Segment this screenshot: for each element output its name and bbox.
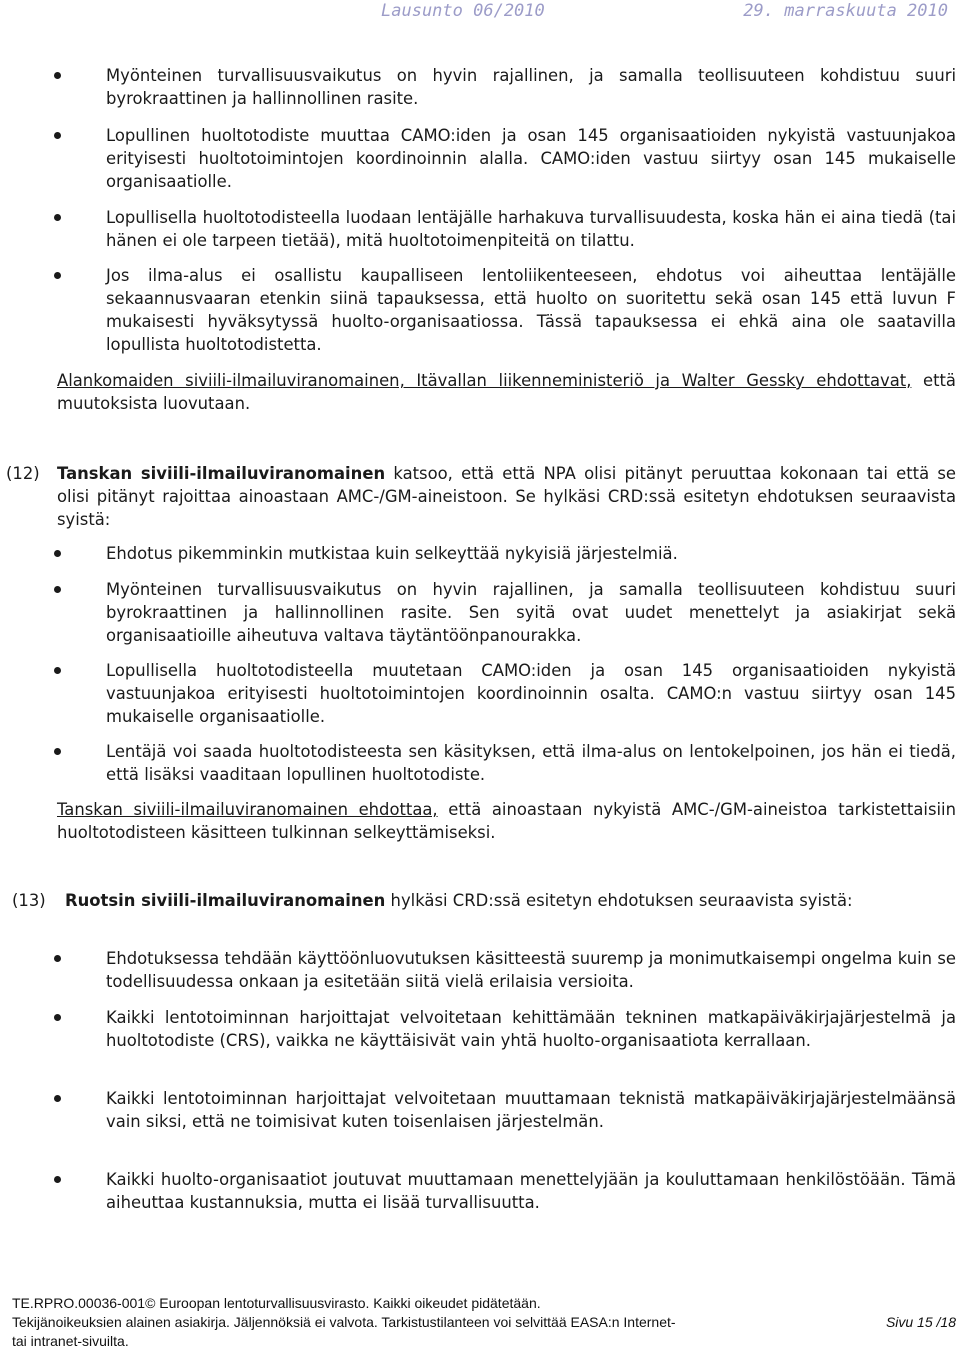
bullet-icon: [54, 955, 61, 962]
conclusion-authorities: Alankomaiden siviili-ilmailuviranomainen, Itävallan liikenneministeriö ja Walter Gessky ehdottavat,: [57, 371, 912, 390]
intro-text: hylkäsi CRD:ssä esitetyn ehdotuksen seuraavista syistä:: [385, 891, 853, 910]
list-item-text: Kaikki huolto-organisaatiot joutuvat muuttamaan menettelyjään ja kouluttamaan henkilöstöään. Tämä aiheuttaa kustannuksia, mutta ei lisää turvallisuutta.: [106, 1170, 956, 1212]
header-date: 29. marraskuuta 2010: [743, 1, 948, 21]
conclusion-text: että muutoksista luovutaan.: [57, 371, 956, 413]
list-item-text: Kaikki lentotoiminnan harjoittajat velvoitetaan muuttamaan teknistä matkapäiväkirjajärjestelmäänsä vain siksi, että ne toimisivat kuten toisenlaisen järjestelmän.: [106, 1089, 956, 1131]
conclusion-text: että ainoastaan nykyistä AMC-/GM-aineistoa tarkistettaisiin huoltotodisteen käsitteen tulkinnan selkeyttämiseksi.: [57, 800, 956, 842]
bullet-icon: [54, 550, 61, 557]
list-item-text: Lentäjä voi saada huoltotodisteesta sen käsityksen, että ilma-alus on lentokelpoinen, jos hän ei tiedä, että lisäksi vaaditaan lopullinen huoltotodiste.: [106, 742, 956, 784]
bullet-icon: [54, 272, 61, 279]
bullet-icon: [54, 132, 61, 139]
list-item-text: Myönteinen turvallisuusvaikutus on hyvin rajallinen, ja samalla teollisuuteen kohdistuu suuri byrokraattinen ja hallinnollinen rasite. Sen syitä ovat uudet menettelyt ja asiakirjat sekä organisaatioille aiheutuva valtava täytäntöönpanourakka.: [106, 580, 956, 645]
page-header: [0, 0, 960, 22]
bullet-icon: [54, 1176, 61, 1183]
bullet-icon: [54, 1095, 61, 1102]
section-intro: [65, 889, 956, 912]
list-item-text: Ehdotuksessa tehdään käyttöönluovutuksen käsitteestä suuremp ja monimutkaisempi ongelma kuin se todellisuudessa onkaan ja esitetään siitä vielä erilaisia versioita.: [106, 949, 956, 991]
footer-copyright: TE.RPRO.00036-001© Euroopan lentoturvallisuusvirasto. Kaikki oikeudet pidätetään.: [12, 1295, 541, 1311]
list-item-text: Ehdotus pikemminkin mutkistaa kuin selkeyttää nykyisiä järjestelmiä.: [106, 544, 678, 563]
list-item-text: Lopullinen huoltotodiste muuttaa CAMO:iden ja osan 145 organisaatioiden nykyistä vastuunjakoa erityisesti huoltotoimintojen koordinoinnin alalla. CAMO:iden vastuu siirtyy osan 145 mukaiselle organisaatiolle.: [106, 126, 956, 191]
list-item-text: Lopullisella huoltotodisteella muutetaan CAMO:iden ja osan 145 organisaatioiden nykyistä vastuunjakoa erityisesti huoltotoimintojen koordinoinnin osalta. CAMO:n vastuu siirtyy osan 145 mukaiselle organisaatiolle.: [106, 661, 956, 726]
footer-disclaimer: Tekijänoikeuksien alainen asiakirja. Jäljennöksiä ei valvota. Tarkistustilanteen voi selvittää EASA:n Internet-: [12, 1314, 676, 1330]
intro-text: katsoo, että että NPA olisi pitänyt peruuttaa kokonaan tai että se olisi pitänyt rajoittaa ainoastaan AMC-/GM-aineistoon. Se hylkäsi CRD:ssä esitetyn ehdotuksen seuraavista syistä:: [57, 464, 956, 529]
bullet-icon: [54, 748, 61, 755]
section-number: (13): [12, 891, 46, 910]
authority-name: Ruotsin siviili-ilmailuviranomainen: [65, 891, 386, 910]
bullet-icon: [54, 72, 61, 79]
page-footer: [12, 1294, 960, 1351]
bullet-icon: [54, 667, 61, 674]
bullet-icon: [54, 1014, 61, 1021]
list-item-text: Lopullisella huoltotodisteella luodaan lentäjälle harhakuva turvallisuudesta, koska hän ei aina tiedä (tai hänen ei ole tarpeen tietää), mitä huoltotoimenpiteitä on tilattu.: [106, 208, 956, 250]
conclusion-paragraph: [57, 798, 956, 844]
section-intro: [57, 462, 956, 531]
conclusion-paragraph: [57, 369, 956, 415]
page-number: Sivu 15 /18: [885, 1314, 956, 1330]
bullet-icon: [54, 586, 61, 593]
list-item-text: Myönteinen turvallisuusvaikutus on hyvin rajallinen, ja samalla teollisuuteen kohdistuu suuri byrokraattinen ja hallinnollinen rasite.: [106, 66, 956, 108]
section-number: (12): [6, 464, 40, 483]
authority-name: Tanskan siviili-ilmailuviranomainen: [57, 464, 386, 483]
bullet-icon: [54, 214, 61, 221]
list-item-text: Kaikki lentotoiminnan harjoittajat velvoitetaan kehittämään tekninen matkapäiväkirjajärjestelmä ja huoltotodiste (CRS), vaikka ne käyttäisivät vain yhtä huolto-organisaatiota kerrallaan.: [106, 1008, 956, 1050]
footer-disclaimer-cont: tai intranet-sivuilta.: [12, 1333, 129, 1349]
header-opinion-number: Lausunto 06/2010: [381, 1, 545, 21]
list-item-text: Jos ilma-alus ei osallistu kaupalliseen lentoliikenteeseen, ehdotus voi aiheuttaa lentäjälle sekaannusvaaran etenkin siinä tapauksessa, että huolto on suoritettu sekä osan 145 että luvun F mukaisesti hyväksytyssä huolto-organisaatiossa. Tässä tapauksessa ei ehkä aina ole saatavilla lopullista huoltotodistetta.: [106, 266, 956, 354]
conclusion-authorities: Tanskan siviili-ilmailuviranomainen ehdottaa,: [57, 800, 438, 819]
